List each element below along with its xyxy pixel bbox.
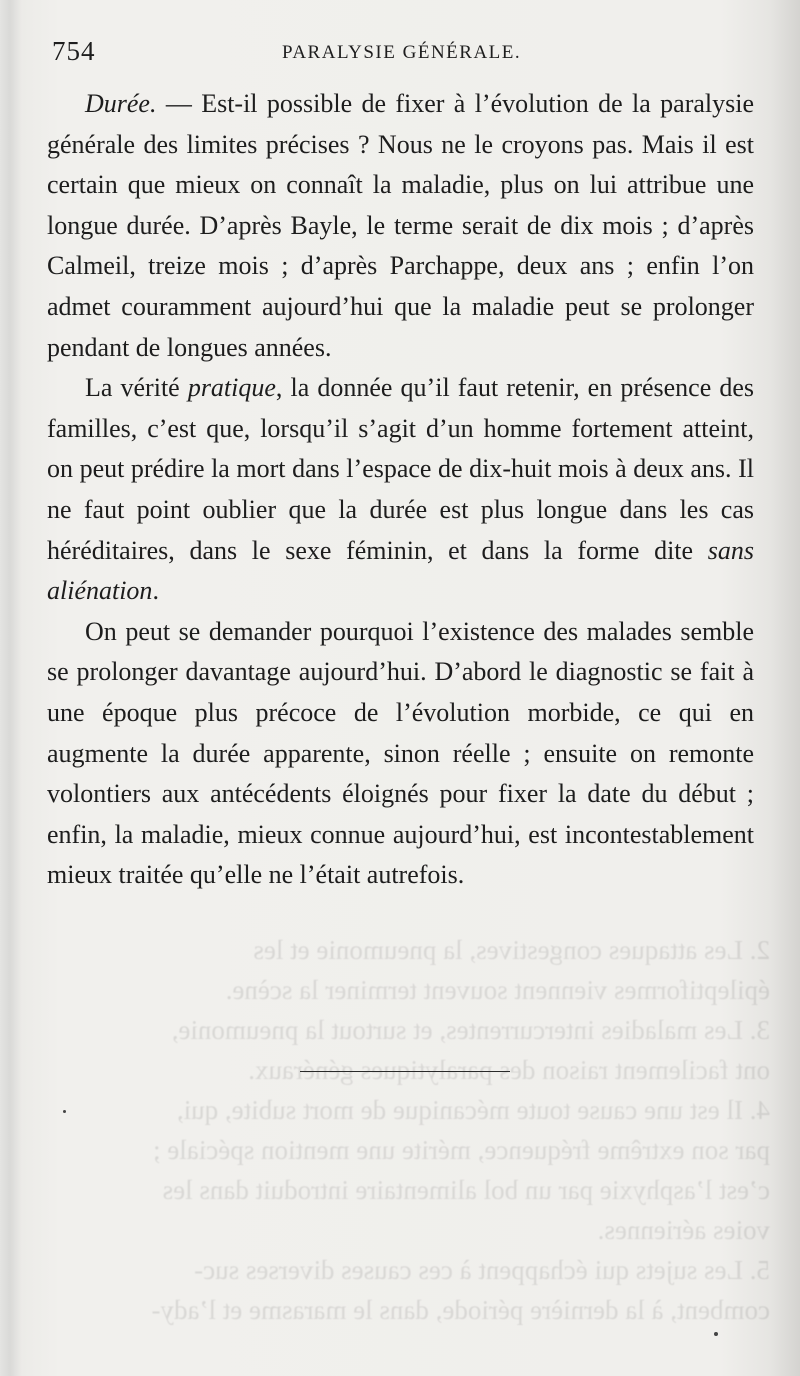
paragraph-text-end: . (152, 576, 159, 606)
paragraph-text-before: La vérité (85, 373, 188, 403)
italic-term: sans aliénation (47, 535, 754, 606)
page-number: 754 (52, 36, 96, 66)
section-divider-rule (300, 1071, 510, 1072)
page-header (52, 36, 752, 72)
paragraph-text: — Est-il possible de fixer à l’évolution de la paralysie générale des limites précises ? Nous ne le croyons pas. Mais il est certain que mieux on connaît la maladie, plus on lui attribue une longue durée. D’après Bayle, le terme serait de dix mois ; d’après Calmeil, treize mois ; d’après Parchappe, deux ans ; enfin l’on admet couramment aujourd’hui que la maladie peut se prolonger pendant de longues années. (47, 89, 754, 362)
paragraph-text: On peut se demander pourquoi l’existence des malades semble se prolonger davantage aujourd’hui. D’abord le diagnostic se fait à une époque plus précoce de l’évolution morbide, ce qui en augmente la durée apparente, sinon réelle ; ensuite on remonte volontiers aux antécédents éloignés pour fixer la date du début ; enfin, la maladie, mieux connue aujourd’hui, est incontestablement mieux traitée qu’elle ne l’était autrefois. (47, 616, 754, 890)
running-head: PARALYSIE GÉNÉRALE. (282, 42, 522, 63)
ink-speck (63, 1110, 66, 1113)
body-text (47, 84, 754, 896)
italic-term: pratique (187, 373, 276, 403)
paragraph-prolongation (47, 612, 754, 896)
paragraph-duree (47, 84, 754, 368)
paragraph-verite-pratique (47, 368, 754, 612)
ink-speck (714, 1332, 718, 1336)
paragraph-text-after: , la donnée qu’il faut retenir, en présence des familles, c’est que, lorsqu’il s’agit d’un homme fortement atteint, on peut prédire la mort dans l’espace de dix-huit mois à deux ans. Il ne faut point oublier que la durée est plus longue dans les cas héréditaires, dans le sexe féminin, et dans la forme dite (47, 373, 755, 565)
bleed-through-text: 2. Les attaques congestives, la pneumonie et les épileptiformes viennent souvent terminer la scène. 3. Les maladies intercurrentes, et surtout la pneumonie, ont facilement raison des paralytiques généraux. 4. Il est une cause toute mécanique de mort subite, qui, par son extrême fréquence, mérite une mention spéciale ; c’est l’asphyxie par un bol alimentaire introduit dans les voies aériennes. 5. Les sujets qui échappent à ces causes diverses suc- combent, à la dernière période, dans le marasme et l’ady- (151, 935, 770, 1325)
section-lead-italic: Durée. (85, 89, 157, 118)
